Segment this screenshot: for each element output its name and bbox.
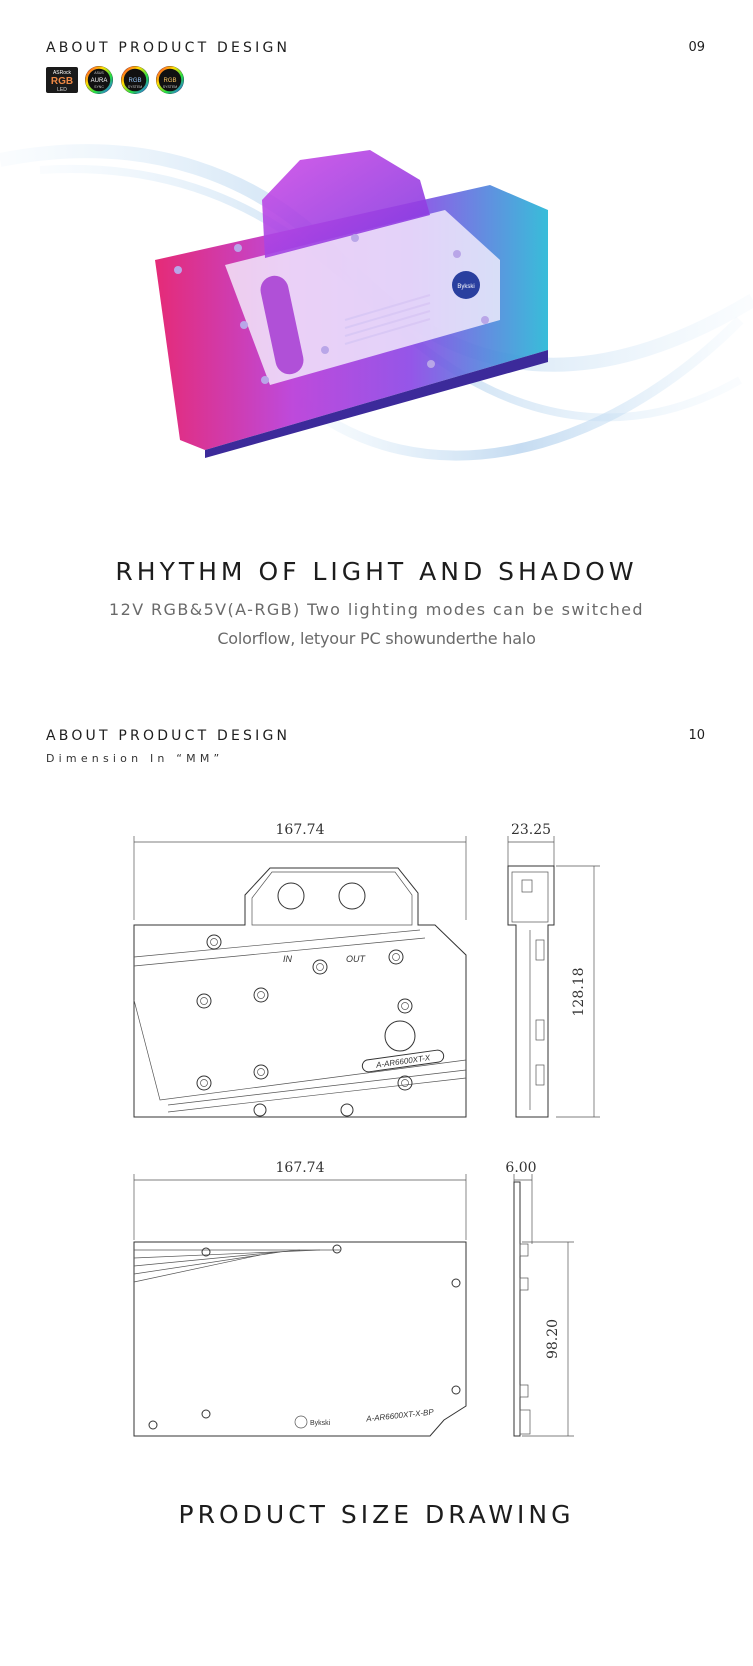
brand-logo-text: Bykski [457,284,475,290]
backplate-view [134,1160,466,1436]
side-view-top [508,822,600,1117]
dim-bottom-depth: 6.00 [505,1160,537,1176]
section-title: ABOUT PRODUCT DESIGN [46,728,291,744]
badge-text: AURA [90,78,108,84]
port-out-label: OUT [346,954,365,964]
model-label-front: A-AR6600XT-X [375,1053,431,1070]
side-view-bottom [505,1160,574,1436]
dim-bottom-width: 167.74 [275,1160,325,1176]
badge-text: ASUS [94,71,104,75]
badge-text: RGB [50,76,74,87]
badge-text: RGB [163,78,177,84]
hero-caption-line2: Colorflow, letyour PC showunderthe halo [217,629,536,648]
page-number: 10 [688,728,705,743]
dim-top-height: 128.18 [571,967,587,1017]
badge-text: ASRock [52,70,72,76]
backplate-holes [149,1245,460,1429]
hero-headline: RHYTHM OF LIGHT AND SHADOW [115,557,638,586]
badge-text: LED [57,87,67,93]
page-number: 09 [688,40,705,55]
hero-caption-line1: 12V RGB&5V(A-RGB) Two lighting modes can be switched [109,600,644,619]
brand-logo-icon [385,1021,415,1051]
model-label-back: A-AR6600XT-X-BP [365,1407,435,1424]
brand-logo-icon [295,1416,307,1428]
section-title: ABOUT PRODUCT DESIGN [46,40,291,56]
dim-top-width: 167.74 [275,822,325,838]
badge-text: SYSTEM [162,85,178,89]
footer-title: PRODUCT SIZE DRAWING [178,1500,575,1529]
dim-top-depth: 23.25 [510,822,552,838]
brand-label: Bykski [310,1420,331,1427]
front-view [134,822,466,1117]
section-subtitle: Dimension In “MM” [46,752,224,765]
dim-bottom-height: 98.20 [545,1318,561,1360]
badge-text: SYNC [94,85,104,89]
badge-text: SYSTEM [127,85,143,89]
port-in-label: IN [283,954,292,964]
badge-text: RGB [128,78,142,84]
